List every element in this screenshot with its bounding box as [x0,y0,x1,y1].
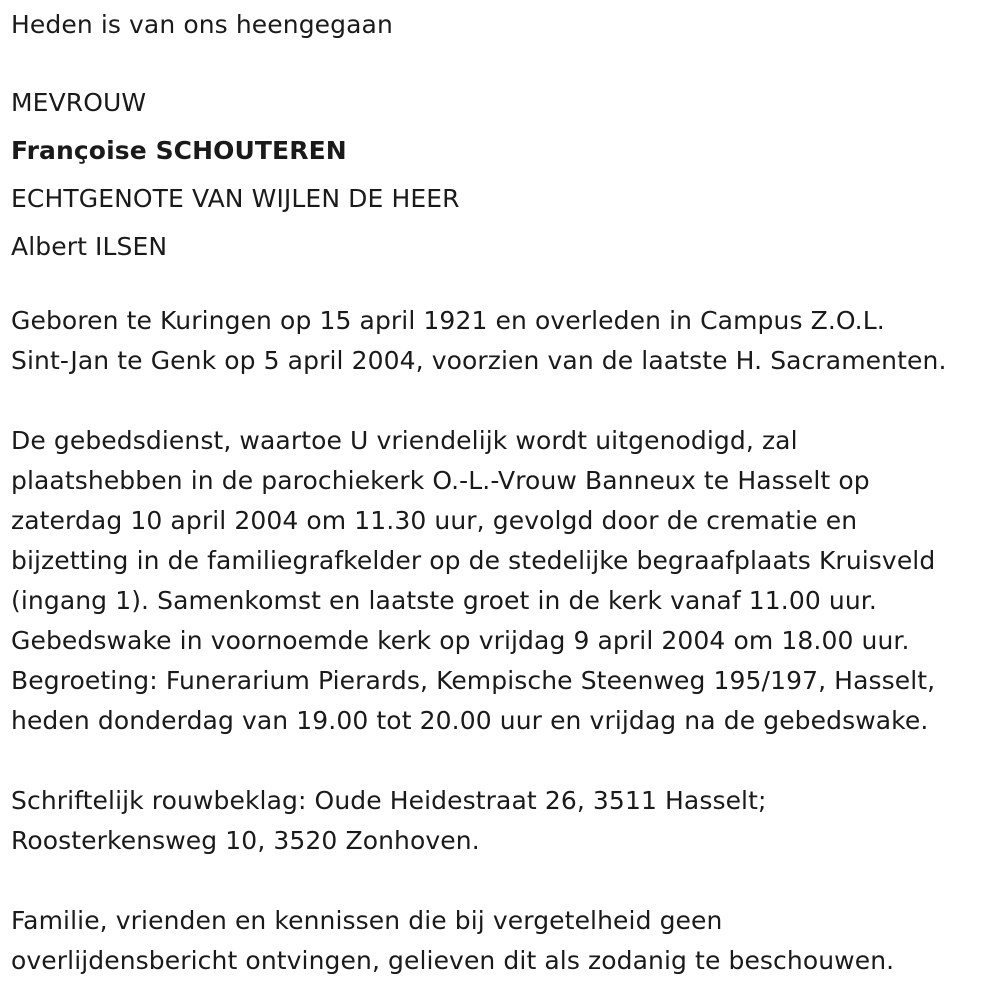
paragraph-line: Sint-Jan te Genk op 5 april 2004, voorzien van de laatste H. Sacramenten. [11,346,947,375]
paragraph-line: zaterdag 10 april 2004 om 11.30 uur, gevolgd door de crematie en [11,506,858,535]
closing-paragraph [11,901,996,981]
ceremony-paragraph [11,421,996,741]
paragraph-line: plaatshebben in de parochiekerk O.-L.-Vrouw Banneux te Hasselt op [11,466,870,495]
paragraph-line: Familie, vrienden en kennissen die bij vergetelheid geen [11,906,723,935]
paragraph-line: Begroeting: Funerarium Pierards, Kempische Steenweg 195/197, Hasselt, [11,666,936,695]
deceased-relation: ECHTGENOTE VAN WIJLEN DE HEER [11,184,460,213]
intro-text: Heden is van ons heengegaan [11,10,393,39]
obituary-notice [11,0,996,981]
paragraph-line: bijzetting in de familiegrafkelder op de stedelijke begraafplaats Kruisveld [11,546,936,575]
deceased-name: Françoise SCHOUTEREN [11,136,347,165]
paragraph-line: Geboren te Kuringen op 15 april 1921 en overleden in Campus Z.O.L. [11,306,885,335]
paragraph-line: Schriftelijk rouwbeklag: Oude Heidestraat 26, 3511 Hasselt; [11,786,767,815]
paragraph-line: De gebedsdienst, waartoe U vriendelijk wordt uitgenodigd, zal [11,426,798,455]
deceased-block [11,79,996,271]
birth-death-paragraph [11,301,996,381]
paragraph-line: (ingang 1). Samenkomst en laatste groet in de kerk vanaf 11.00 uur. [11,586,877,615]
paragraph-line: Gebedswake in voornoemde kerk op vrijdag 9 april 2004 om 18.00 uur. [11,626,910,655]
paragraph-line: Roosterkensweg 10, 3520 Zonhoven. [11,826,480,855]
condolence-paragraph [11,781,996,861]
spouse-name: Albert ILSEN [11,232,168,261]
paragraph-line: overlijdensbericht ontvingen, gelieven dit als zodanig te beschouwen. [11,946,895,975]
deceased-title: MEVROUW [11,88,147,117]
paragraph-line: heden donderdag van 19.00 tot 20.00 uur en vrijdag na de gebedswake. [11,706,929,735]
